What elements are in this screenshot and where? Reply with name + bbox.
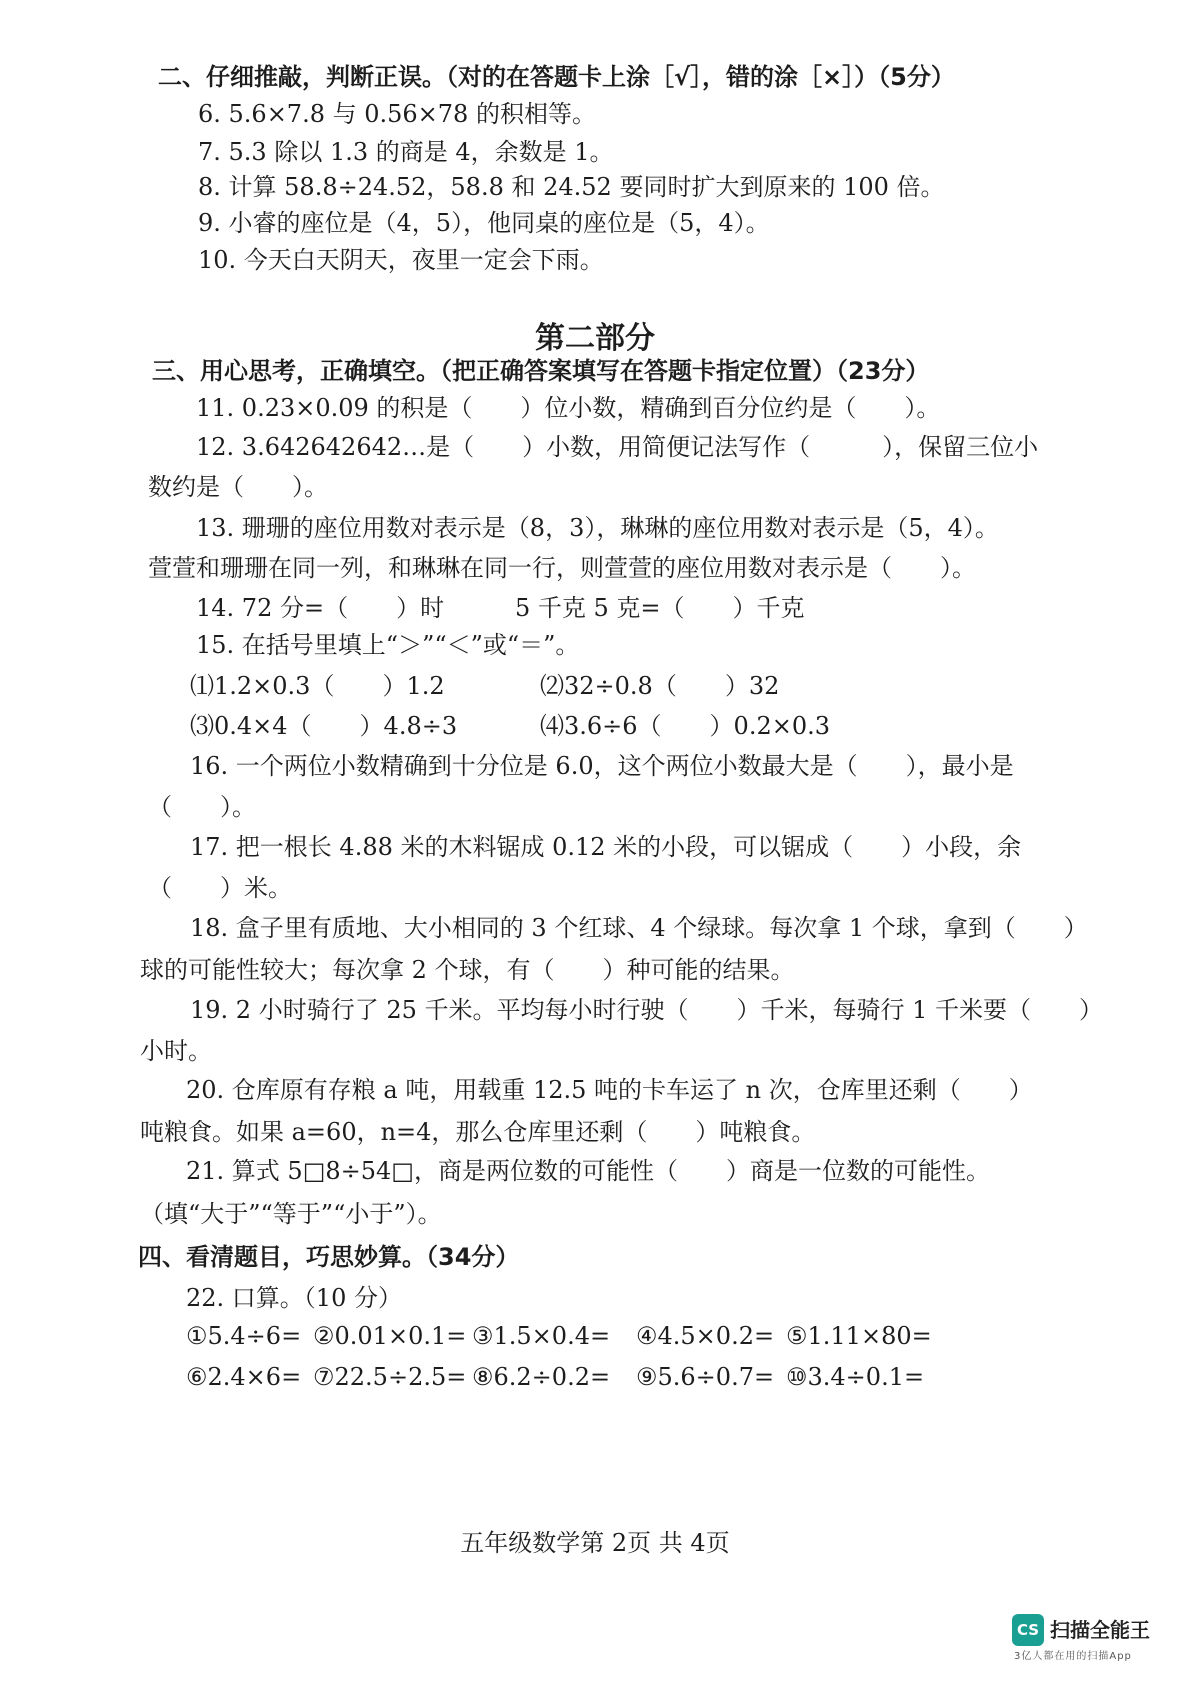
- question-18-cont: 球的可能性较大；每次拿 2 个球，有（ ）种可能的结果。: [140, 956, 795, 984]
- watermark-tagline: 3亿人都在用的扫描App: [1014, 1651, 1132, 1662]
- oral-calc-8: ⑧6.2÷0.2=: [472, 1363, 611, 1391]
- question-10: 10. 今天白天阴天，夜里一定会下雨。: [198, 246, 604, 274]
- oral-calc-7: ⑦22.5÷2.5=: [313, 1363, 467, 1391]
- question-7: 7. 5.3 除以 1.3 的商是 4，余数是 1。: [198, 138, 614, 166]
- question-14-a: 14. 72 分=（ ）时: [196, 594, 445, 622]
- oral-calc-1: ①5.4÷6=: [186, 1322, 302, 1350]
- question-19-cont: 小时。: [140, 1037, 212, 1065]
- question-17-cont: （ ）米。: [148, 874, 292, 902]
- watermark-name: 扫描全能王: [1050, 1618, 1150, 1642]
- question-11: 11. 0.23×0.09 的积是（ ）位小数，精确到百分位约是（ ）。: [196, 394, 941, 422]
- question-9: 9. 小睿的座位是（4，5），他同桌的座位是（5，4）。: [198, 209, 770, 237]
- scanner-watermark: [1012, 1610, 1172, 1670]
- oral-calc-6: ⑥2.4×6=: [186, 1363, 302, 1391]
- question-16: 16. 一个两位小数精确到十分位是 6.0，这个两位小数最大是（ ），最小是: [190, 752, 1014, 780]
- question-12-cont: 数约是（ ）。: [148, 473, 328, 501]
- oral-calc-2: ②0.01×0.1=: [313, 1322, 467, 1350]
- question-21: 21. 算式 5□8÷54□，商是两位数的可能性（ ）商是一位数的可能性。: [186, 1157, 990, 1185]
- question-21-cont: （填“大于”“等于”“小于”）。: [140, 1200, 442, 1228]
- page-footer: 五年级数学第 2页 共 4页: [460, 1529, 730, 1557]
- question-12: 12. 3.642642642…是（ ）小数，用简便记法写作（ ），保留三位小: [196, 433, 1039, 461]
- question-15-4: ⑷3.6÷6（ ）0.2×0.3: [540, 712, 830, 740]
- question-17: 17. 把一根长 4.88 米的木料锯成 0.12 米的小段，可以锯成（ ）小段，余: [190, 833, 1022, 861]
- oral-calc-3: ③1.5×0.4=: [472, 1322, 611, 1350]
- section-heading-calc: 四、看清题目，巧思妙算。（34分）: [138, 1243, 520, 1271]
- question-20-cont: 吨粮食。如果 a=60，n=4，那么仓库里还剩（ ）吨粮食。: [140, 1118, 816, 1146]
- question-16-cont: （ ）。: [148, 793, 256, 821]
- question-18: 18. 盒子里有质地、大小相同的 3 个红球、4 个绿球。每次拿 1 个球，拿到（ ）: [190, 914, 1088, 942]
- question-15: 15. 在括号里填上“＞”“＜”或“＝”。: [196, 631, 580, 659]
- oral-calc-5: ⑤1.11×80=: [786, 1322, 932, 1350]
- section-heading-fill: 三、用心思考，正确填空。（把正确答案填写在答题卡指定位置）（23分）: [152, 357, 930, 385]
- camscanner-logo-icon: CS: [1012, 1614, 1044, 1646]
- oral-calc-9: ⑨5.6÷0.7=: [636, 1363, 775, 1391]
- question-14-b: 5 千克 5 克=（ ）千克: [515, 594, 805, 622]
- section-heading-judge: 二、仔细推敲，判断正误。（对的在答题卡上涂［√］，错的涂［×］）（5分）: [158, 63, 955, 91]
- oral-calc-4: ④4.5×0.2=: [636, 1322, 775, 1350]
- question-13-cont: 萱萱和珊珊在同一列，和琳琳在同一行，则萱萱的座位用数对表示是（ ）。: [148, 554, 976, 582]
- question-8: 8. 计算 58.8÷24.52，58.8 和 24.52 要同时扩大到原来的 100 倍。: [198, 173, 945, 201]
- question-15-2: ⑵32÷0.8（ ）32: [540, 672, 780, 700]
- question-13: 13. 珊珊的座位用数对表示是（8，3），琳琳的座位用数对表示是（5，4）。: [196, 514, 999, 542]
- question-15-3: ⑶0.4×4（ ）4.8÷3: [190, 712, 458, 740]
- question-6: 6. 5.6×7.8 与 0.56×78 的积相等。: [198, 100, 596, 128]
- question-20: 20. 仓库原有存粮 a 吨，用载重 12.5 吨的卡车运了 n 次，仓库里还剩（ ）: [186, 1076, 1033, 1104]
- question-19: 19. 2 小时骑行了 25 千米。平均每小时行驶（ ）千米，每骑行 1 千米要（ ）: [190, 996, 1104, 1024]
- question-22: 22. 口算。（10 分）: [186, 1284, 402, 1312]
- question-15-1: ⑴1.2×0.3（ ）1.2: [190, 672, 445, 700]
- oral-calc-10: ⑩3.4÷0.1=: [786, 1363, 925, 1391]
- part-title: 第二部分: [535, 321, 655, 356]
